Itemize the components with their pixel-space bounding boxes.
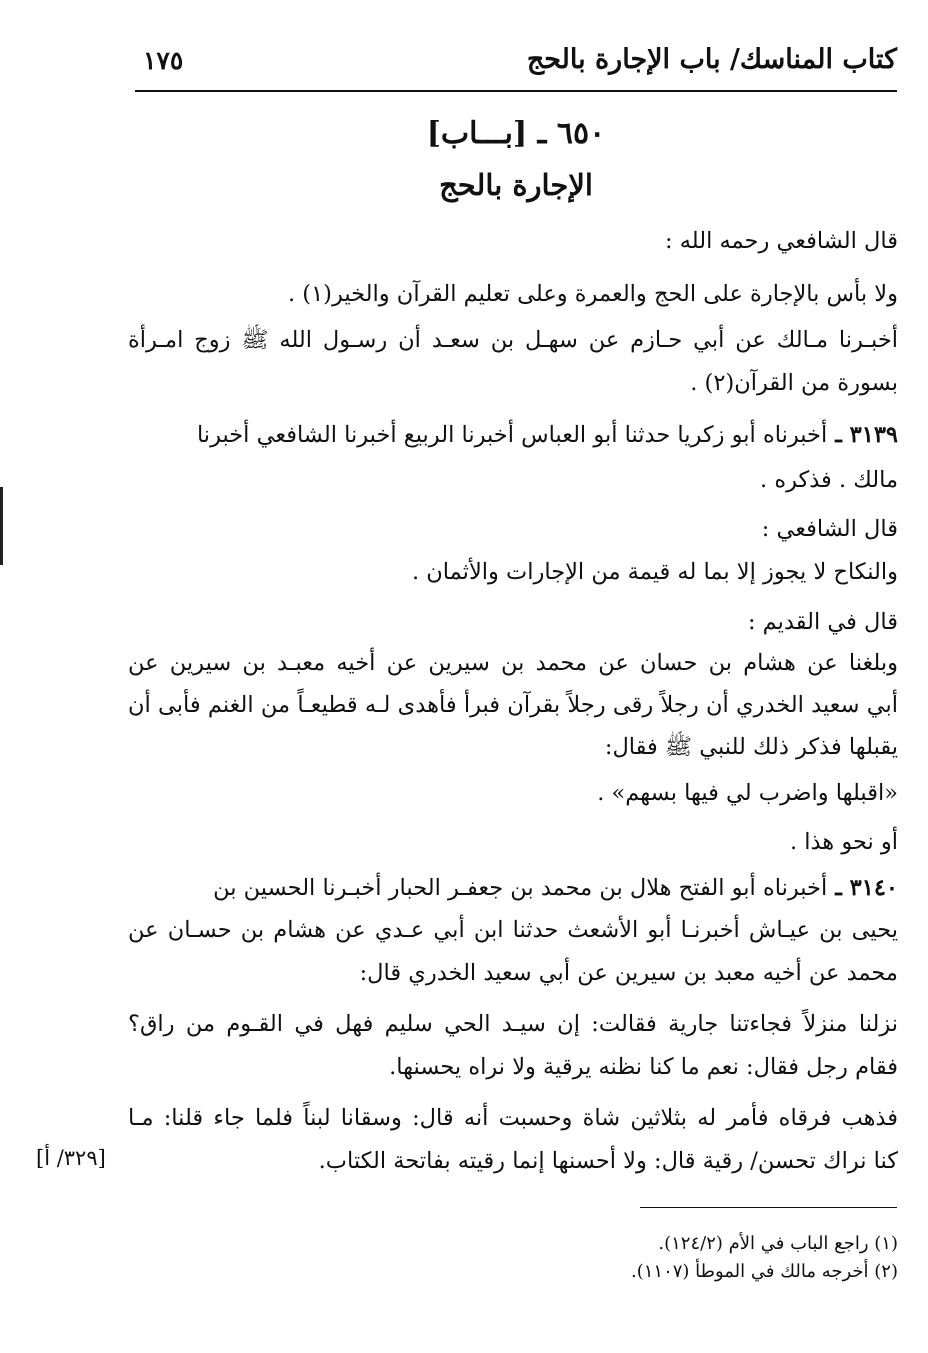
page-header (135, 44, 897, 92)
text-line: كنا نراك تحسن/ رقية قال: ولا أحسنها إنما رقيته بفاتحة الكتاب. (318, 1148, 898, 1174)
text-line: أخبرناه أبو الفتح هلال بن محمد بن جعفـر الحبار أخبـرنا الحسين بن (213, 875, 828, 901)
hadith-number: ٣١٣٩ ـ (835, 422, 898, 448)
text-line: أخبرناه أبو زكريا حدثنا أبو العباس أخبرنا الربيع أخبرنا الشافعي أخبرنا (196, 422, 828, 448)
running-title: كتاب المناسك/ باب الإجارة بالحج (526, 44, 897, 75)
text-line: ولا بأس بالإجارة على الحج والعمرة وعلى تعليم القرآن والخير(١) . (287, 281, 898, 307)
text-line: مالك . فذكره . (760, 467, 898, 493)
text-line: أو نحو هذا . (789, 829, 898, 855)
chapter-heading: ٦٥٠ ـ [بـــاب] (426, 116, 606, 151)
text-line: فقام رجل فقال: نعم ما كنا نظنه يرقية ولا نراه يحسنها. (389, 1054, 898, 1080)
scan-edge-mark (0, 487, 3, 565)
text-line: فذهب فرقاه فأمر له بثلاثين شاة وحسبت أنه قال: وسقانا لبناً فلما جاء قلنا: مـا (128, 1105, 898, 1131)
text-line: أخبـرنا مـالك عن أبي حـازم عن سهـل بن سعـد أن رسـول الله ﷺ زوج امـرأة (128, 327, 898, 353)
footnote-divider (640, 1207, 897, 1208)
footnote: (١) راجع الباب في الأم (١٢٤/٢). (658, 1233, 898, 1254)
hadith-3140-line (128, 873, 898, 903)
page-number: ١٧٥ (143, 46, 184, 75)
manuscript-folio-reference: [٣٢٩/ أ] (36, 1146, 106, 1170)
hadith-number: ٣١٤٠ ـ (835, 875, 898, 901)
chapter-title: الإجارة بالحج (439, 168, 593, 202)
text-line: أبي سعيد الخدري أن رجلاً رقى رجلاً بقرآن فبرأ فأهدى لـه قطيعـاً من الغنم فأبى أن (128, 692, 898, 718)
text-line: يحيى بن عيـاش أخبرنـا أبو الأشعث حدثنا ابن أبي عـدي عن هشام بن حسـان عن (128, 917, 898, 943)
text-line: والنكاح لا يجوز إلا بما له قيمة من الإجارات والأثمان . (411, 559, 898, 585)
quoted-saying: «اقبلها واضرب لي فيها بسهم» . (597, 780, 898, 806)
text-line: قال الشافعي : (761, 516, 898, 542)
text-line: يقبلها فذكر ذلك للنبي ﷺ فقال: (604, 734, 898, 760)
text-line: قال الشافعي رحمه الله : (664, 228, 898, 254)
text-line: بسورة من القرآن(٢) . (690, 370, 898, 396)
text-line: وبلغنا عن هشام بن حسان عن محمد بن سيرين عن أخيه معبـد بن سيرين عن (128, 650, 898, 676)
text-line: نزلنا منزلاً فجاءتنا جارية فقالت: إن سيـد الحي سليم فهل في القـوم من راق؟ (128, 1011, 898, 1037)
text-line: قال في القديم : (747, 609, 898, 635)
hadith-3139-line (128, 420, 898, 450)
footnote: (٢) أخرجه مالك في الموطأ (١١٠٧). (630, 1261, 898, 1282)
text-line: محمد عن أخيه معبد بن سيرين عن أبي سعيد الخدري قال: (359, 960, 898, 986)
